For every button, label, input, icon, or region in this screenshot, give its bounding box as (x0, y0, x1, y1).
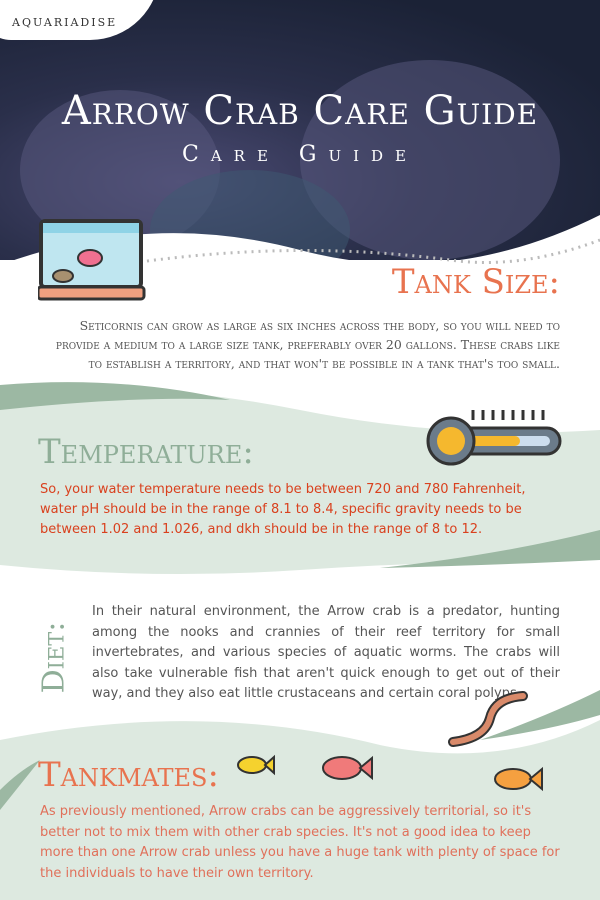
aquarium-icon (38, 218, 146, 302)
temperature-heading: Temperature: (38, 432, 254, 472)
yellow-fish-icon (235, 752, 275, 778)
page-subtitle: Care Guide (181, 142, 419, 167)
tankmates-text: As previously mentioned, Arrow crabs can be aggressively territorial, so it's better not to mix them with other crab species. It's not a good idea to keep more than one Arrow crab unless you have a huge tank with plenty of space for the individuals to have their own territory. (40, 804, 560, 881)
orange-fish-icon (492, 764, 544, 794)
thermometer-icon (425, 408, 565, 470)
diet-text: In their natural environment, the Arrow crab is a predator, hunting among the nooks and crannies of their reef territory for small invertebrates, and various species of aquatic worms. The crabs will also take vulnerable fish that aren't quick enough to get out of their way, and they also eat little crustaceans and certain coral polyps. (92, 604, 560, 701)
tank-size-heading: Tank Size: (391, 262, 560, 302)
pink-fish-icon (320, 752, 374, 784)
page-title: Arrow Crab Care Guide (61, 88, 539, 134)
tank-size-text: Seticornis can grow as large as six inches across the body, so you will need to provide a medium to a large size tank, preferably over 20 gallons. These crabs like to establish a territory, and that won't be possible in a tank that's too small. (55, 318, 560, 371)
logo[interactable]: AQUARIADISE (12, 16, 118, 29)
worm-icon (445, 688, 530, 750)
tankmates-heading: Tankmates: (38, 755, 219, 795)
temperature-text: So, your water temperature needs to be between 720 and 780 Fahrenheit, water pH should be in the range of 8.1 to 8.4, specific gravity needs to be between 1.02 and 1.026, and dkh should be in the range of 8 to 12. (40, 482, 526, 537)
diet-heading: Diet: (36, 621, 72, 694)
